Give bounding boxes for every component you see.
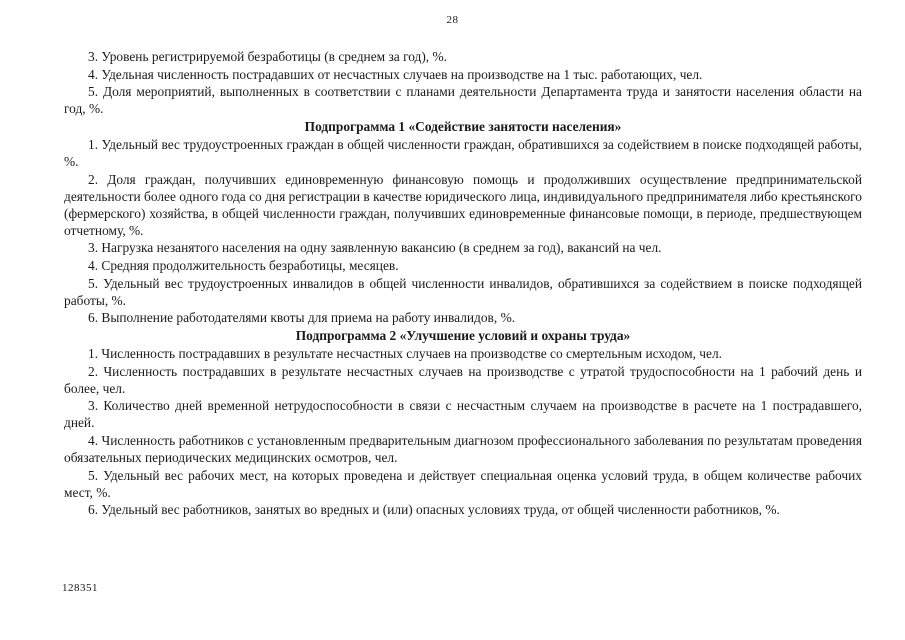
subprogram2-item-1: 1. Численность пострадавших в результате несчастных случаев на производстве со смертельным исходом, чел.: [88, 346, 723, 362]
subprogram1-heading: Подпрограмма 1 «Содействие занятости населения»: [304, 119, 622, 135]
document-code: 128351: [62, 582, 98, 594]
subprogram1-item-3: 3. Нагрузка незанятого населения на одну заявленную вакансию (в среднем за год), вакансий на чел.: [88, 240, 662, 256]
subprogram2-item-4: 4. Численность работников с установленным предварительным диагнозом профессионального заболевания по результатам проведения обязательных периодических медицинских осмотров, чел.: [64, 432, 862, 465]
document-body: [64, 48, 862, 519]
subprogram1-item-4: 4. Средняя продолжительность безработицы, месяцев.: [88, 257, 399, 273]
subprogram2-item-6: 6. Удельный вес работников, занятых во вредных и (или) опасных условиях труда, от общей численности работников, %.: [88, 502, 780, 518]
subprogram2-item-2: 2. Численность пострадавших в результате несчастных случаев на производстве с утратой трудоспособности на 1 рабочий день и более, чел.: [64, 363, 862, 396]
intro-item-3: 3. Уровень регистрируемой безработицы (в среднем за год), %.: [88, 49, 448, 64]
subprogram2-item-3: 3. Количество дней временной нетрудоспособности в связи с несчастным случаем на производстве в расчете на 1 пострадавшего, дней.: [64, 398, 862, 431]
page-number: 28: [446, 14, 459, 26]
subprogram2-item-5: 5. Удельный вес рабочих мест, на которых проведена и действует специальная оценка условий труда, в общем количестве рабочих мест, %.: [64, 467, 862, 500]
subprogram1-item-5: 5. Удельный вес трудоустроенных инвалидов в общей численности инвалидов, обратившихся за содействием в поиске подходящей работы, %.: [64, 275, 862, 308]
intro-item-5: 5. Доля мероприятий, выполненных в соответствии с планами деятельности Департамента труда и занятости населения области на год, %.: [64, 84, 862, 117]
subprogram1-item-6: 6. Выполнение работодателями квоты для приема на работу инвалидов, %.: [88, 310, 516, 326]
subprogram1-item-2: 2. Доля граждан, получивших единовременную финансовую помощь и продолживших осуществление предпринимательской деятельности более одного года со дня регистрации в качестве юридического лица, индивидуального предпринимателя либо крестьянского (фермерского) хозяйства, в общей численности граждан, получивших единовременные финансовые помощи, в периоде, предшествующем отчетному, %.: [64, 171, 862, 238]
intro-item-4: 4. Удельная численность пострадавших от несчастных случаев на производстве на 1 тыс. работающих, чел.: [88, 66, 703, 82]
subprogram1-item-1: 1. Удельный вес трудоустроенных граждан в общей численности граждан, обратившихся за содействием в поиске подходящей работы, %.: [64, 137, 862, 170]
subprogram2-heading: Подпрограмма 2 «Улучшение условий и охраны труда»: [295, 328, 631, 344]
